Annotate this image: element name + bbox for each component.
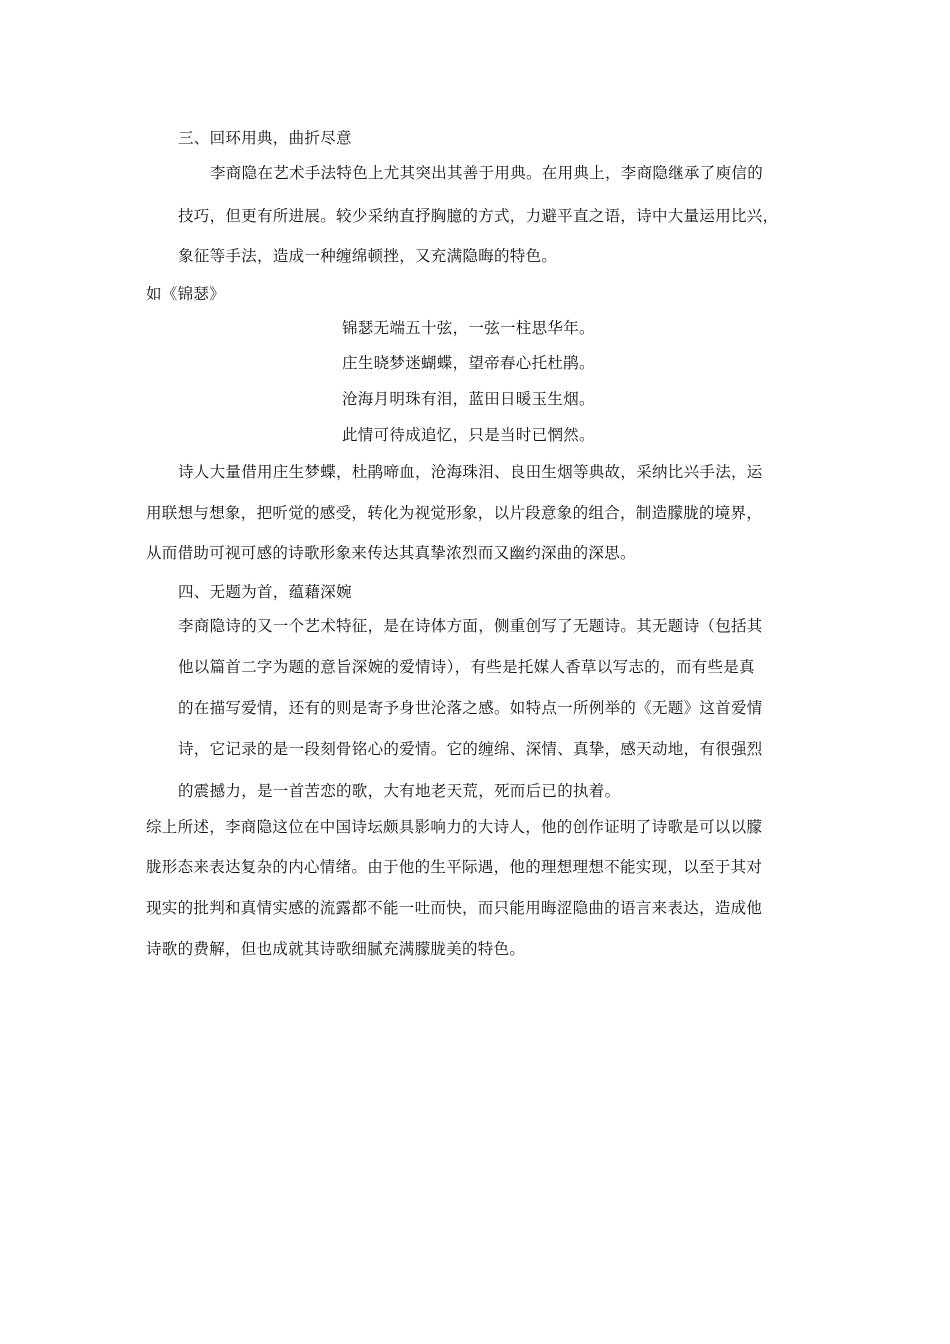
conclusion-line-2: 胧形态来表达复杂的内心情绪。由于他的生平际遇，他的理想理想不能实现，以至于其对 [146,858,763,876]
section-3-paragraph-1-line-3: 象征等手法，造成一种缠绵顿挫，又充满隐晦的特色。 [178,247,558,265]
poem-line-2: 庄生晓梦迷蝴蝶，望帝春心托杜鹃。 [342,354,595,372]
poem-line-3: 沧海月明珠有泪，蓝田日暖玉生烟。 [342,390,595,408]
section-4-paragraph-line-2: 他以篇首二字为题的意旨深婉的爱情诗），有些是托媒人香草以写志的，而有些是真 [178,658,755,676]
conclusion-line-3: 现实的批判和真情实感的流露都不能一吐而快，而只能用晦涩隐曲的语言来表达，造成他 [146,899,763,917]
section-4-heading: 四、无题为首，蕴藉深婉 [178,583,352,601]
section-3-heading: 三、回环用典，曲折尽意 [178,129,352,147]
section-3-paragraph-1-line-2: 技巧，但更有所进展。较少采纳直抒胸臆的方式，力避平直之语，诗中大量运用比兴， [178,207,779,225]
conclusion-line-1: 综上所述，李商隐这位在中国诗坛颇具影响力的大诗人，他的创作证明了诗歌是可以以朦 [146,818,763,836]
section-3-paragraph-2-line-3: 从而借助可视可感的诗歌形象来传达其真挚浓烈而又幽约深曲的深思。 [146,544,636,562]
section-4-paragraph-line-5: 的震撼力，是一首苦恋的歌，大有地老天荒，死而后已的执着。 [178,782,621,800]
section-3-paragraph-2-line-1: 诗人大量借用庄生梦蝶，杜鹃啼血，沧海珠泪、良田生烟等典故，采纳比兴手法，运 [178,463,763,481]
poem-line-4: 此情可待成追忆，只是当时已惘然。 [342,426,595,444]
section-4-paragraph-line-4: 诗，它记录的是一段刻骨铭心的爱情。它的缠绵、深情、真挚，感天动地，有很强烈 [178,740,763,758]
section-4-paragraph-line-1: 李商隐诗的又一个艺术特征，是在诗体方面，侧重创写了无题诗。其无题诗（包括其 [178,617,763,635]
section-3-paragraph-1-line-1: 李商隐在艺术手法特色上尤其突出其善于用典。在用典上，李商隐继承了庾信的 [210,164,764,182]
poem-line-1: 锦瑟无端五十弦，一弦一柱思华年。 [342,319,595,337]
section-4-paragraph-line-3: 的在描写爱情，还有的则是寄予身世沦落之感。如特点一所例举的《无题》这首爱情 [178,699,763,717]
poem-intro: 如《锦瑟》 [146,285,226,303]
section-3-paragraph-2-line-2: 用联想与想象，把听觉的感受，转化为视觉形象，以片段意象的组合，制造朦胧的境界， [146,504,763,522]
conclusion-line-4: 诗歌的费解，但也成就其诗歌细腻充满朦胧美的特色。 [146,940,526,958]
